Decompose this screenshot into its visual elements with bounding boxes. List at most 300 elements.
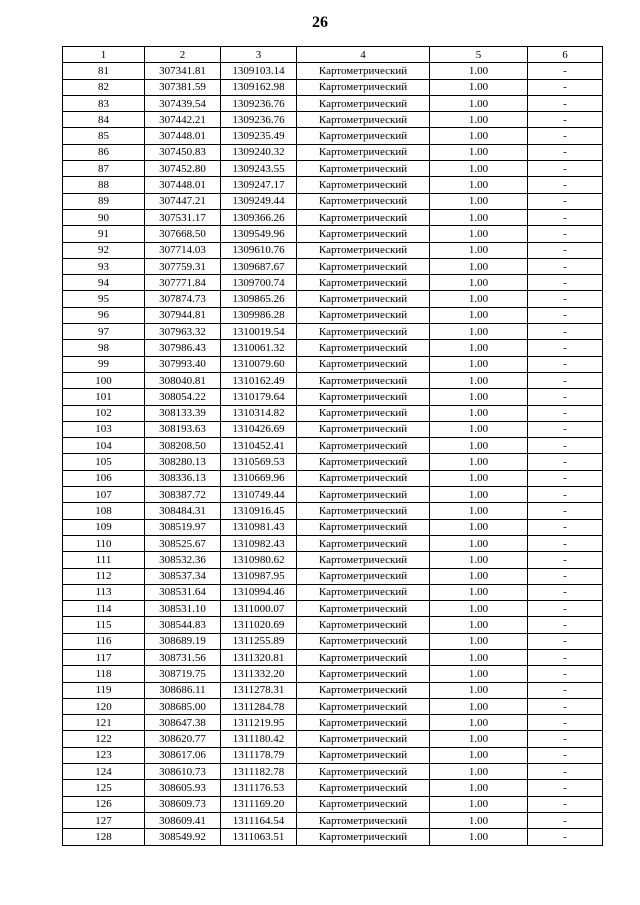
table-row xyxy=(63,112,603,128)
table-cell: Картометрический xyxy=(297,747,430,763)
table-cell: - xyxy=(528,715,603,731)
table-row xyxy=(63,421,603,437)
table-cell: 1.00 xyxy=(430,209,528,225)
table-cell: 97 xyxy=(63,324,145,340)
table-cell: 114 xyxy=(63,601,145,617)
table-cell: - xyxy=(528,340,603,356)
table-cell: 1309366.26 xyxy=(221,209,297,225)
table-cell: 307531.17 xyxy=(145,209,221,225)
table-row xyxy=(63,584,603,600)
table-cell: Картометрический xyxy=(297,503,430,519)
table-cell: 1.00 xyxy=(430,63,528,79)
table-body xyxy=(63,63,603,845)
table-row xyxy=(63,649,603,665)
table-cell: 1310079.60 xyxy=(221,356,297,372)
table-cell: 125 xyxy=(63,780,145,796)
table-cell: 308609.73 xyxy=(145,796,221,812)
table-cell: Картометрический xyxy=(297,242,430,258)
table-row xyxy=(63,209,603,225)
table-row xyxy=(63,552,603,568)
table-cell: 1.00 xyxy=(430,601,528,617)
table-cell: 308685.00 xyxy=(145,698,221,714)
table-cell: 1.00 xyxy=(430,682,528,698)
table-row xyxy=(63,144,603,160)
table-cell: Картометрический xyxy=(297,193,430,209)
table-row xyxy=(63,568,603,584)
table-cell: - xyxy=(528,552,603,568)
table-cell: 128 xyxy=(63,829,145,845)
column-header: 3 xyxy=(221,47,297,63)
table-cell: 1311176.53 xyxy=(221,780,297,796)
table-cell: 1310452.41 xyxy=(221,438,297,454)
table-cell: 1310669.96 xyxy=(221,470,297,486)
table-cell: Картометрический xyxy=(297,682,430,698)
table-cell: - xyxy=(528,95,603,111)
table-cell: 1311255.89 xyxy=(221,633,297,649)
table-cell: - xyxy=(528,568,603,584)
table-cell: 308133.39 xyxy=(145,405,221,421)
table-cell: 124 xyxy=(63,764,145,780)
table-row xyxy=(63,698,603,714)
table-cell: Картометрический xyxy=(297,812,430,828)
table-cell: 109 xyxy=(63,519,145,535)
table-cell: - xyxy=(528,63,603,79)
table-row xyxy=(63,372,603,388)
table-row xyxy=(63,128,603,144)
table-cell: 98 xyxy=(63,340,145,356)
table-cell: Картометрический xyxy=(297,372,430,388)
table-cell: - xyxy=(528,601,603,617)
table-cell: 307442.21 xyxy=(145,112,221,128)
table-cell: 1311182.78 xyxy=(221,764,297,780)
table-cell: - xyxy=(528,812,603,828)
table-cell: 1.00 xyxy=(430,552,528,568)
table-cell: 122 xyxy=(63,731,145,747)
table-cell: 90 xyxy=(63,209,145,225)
table-row xyxy=(63,307,603,323)
table-cell: 1309243.55 xyxy=(221,161,297,177)
table-cell: - xyxy=(528,324,603,340)
table-cell: 1310426.69 xyxy=(221,421,297,437)
table-row xyxy=(63,829,603,845)
table-cell: - xyxy=(528,161,603,177)
table-cell: Картометрический xyxy=(297,421,430,437)
table-cell: - xyxy=(528,438,603,454)
table-cell: Картометрический xyxy=(297,405,430,421)
table-row xyxy=(63,470,603,486)
table-cell: 308054.22 xyxy=(145,389,221,405)
table-cell: 91 xyxy=(63,226,145,242)
table-cell: 1.00 xyxy=(430,372,528,388)
table-cell: 1309865.26 xyxy=(221,291,297,307)
table-cell: 1.00 xyxy=(430,421,528,437)
table-cell: - xyxy=(528,275,603,291)
table-row xyxy=(63,79,603,95)
table-cell: 1311000.07 xyxy=(221,601,297,617)
table-cell: 1.00 xyxy=(430,193,528,209)
table-cell: 1.00 xyxy=(430,177,528,193)
table-cell: 1.00 xyxy=(430,764,528,780)
table-cell: - xyxy=(528,519,603,535)
table-cell: - xyxy=(528,796,603,812)
table-cell: - xyxy=(528,258,603,274)
table-cell: 1311320.81 xyxy=(221,649,297,665)
column-header: 4 xyxy=(297,47,430,63)
table-cell: - xyxy=(528,144,603,160)
table-cell: Картометрический xyxy=(297,161,430,177)
table-row xyxy=(63,764,603,780)
table-cell: Картометрический xyxy=(297,487,430,503)
table-cell: 113 xyxy=(63,584,145,600)
table-cell: 307448.01 xyxy=(145,177,221,193)
table-cell: 99 xyxy=(63,356,145,372)
table-cell: 1.00 xyxy=(430,503,528,519)
table-cell: 307944.81 xyxy=(145,307,221,323)
table-row xyxy=(63,666,603,682)
table-cell: 307447.21 xyxy=(145,193,221,209)
table-cell: 308610.73 xyxy=(145,764,221,780)
table-row xyxy=(63,601,603,617)
table-cell: - xyxy=(528,209,603,225)
table-row xyxy=(63,226,603,242)
table-cell: 81 xyxy=(63,63,145,79)
table-cell: Картометрический xyxy=(297,226,430,242)
table-cell: 1311284.78 xyxy=(221,698,297,714)
table-cell: 308686.11 xyxy=(145,682,221,698)
table-cell: Картометрический xyxy=(297,666,430,682)
table-cell: 308532.36 xyxy=(145,552,221,568)
table-cell: 1310314.82 xyxy=(221,405,297,421)
table-cell: 1.00 xyxy=(430,79,528,95)
table-cell: 307759.31 xyxy=(145,258,221,274)
table-cell: 1310916.45 xyxy=(221,503,297,519)
table-cell: 1311063.51 xyxy=(221,829,297,845)
table-cell: 1.00 xyxy=(430,438,528,454)
table-cell: Картометрический xyxy=(297,796,430,812)
table-cell: - xyxy=(528,389,603,405)
page-number: 26 xyxy=(312,14,328,31)
table-cell: Картометрический xyxy=(297,649,430,665)
table-cell: 1.00 xyxy=(430,747,528,763)
table-row xyxy=(63,780,603,796)
table-cell: 1310162.49 xyxy=(221,372,297,388)
table-row xyxy=(63,731,603,747)
table-cell: 1309103.14 xyxy=(221,63,297,79)
table-cell: 1.00 xyxy=(430,633,528,649)
table-row xyxy=(63,291,603,307)
table-cell: 88 xyxy=(63,177,145,193)
table-cell: Картометрический xyxy=(297,144,430,160)
table-cell: Картометрический xyxy=(297,258,430,274)
table-cell: Картометрический xyxy=(297,470,430,486)
table-cell: 308525.67 xyxy=(145,535,221,551)
table-cell: 1311180.42 xyxy=(221,731,297,747)
table-cell: 94 xyxy=(63,275,145,291)
table-cell: Картометрический xyxy=(297,584,430,600)
table-cell: 1310981.43 xyxy=(221,519,297,535)
table-row xyxy=(63,633,603,649)
column-header: 5 xyxy=(430,47,528,63)
table-cell: - xyxy=(528,698,603,714)
table-row xyxy=(63,715,603,731)
table-cell: Картометрический xyxy=(297,829,430,845)
table-cell: 1309235.49 xyxy=(221,128,297,144)
table-cell: 95 xyxy=(63,291,145,307)
table-cell: 1.00 xyxy=(430,128,528,144)
table-cell: 1.00 xyxy=(430,617,528,633)
table-row xyxy=(63,682,603,698)
table-cell: 308617.06 xyxy=(145,747,221,763)
table-cell: 308387.72 xyxy=(145,487,221,503)
table-cell: 1311164.54 xyxy=(221,812,297,828)
table-cell: 308336.13 xyxy=(145,470,221,486)
table-cell: 104 xyxy=(63,438,145,454)
table-cell: - xyxy=(528,307,603,323)
table-cell: Картометрический xyxy=(297,324,430,340)
table-cell: 112 xyxy=(63,568,145,584)
table-cell: 308531.10 xyxy=(145,601,221,617)
table-cell: Картометрический xyxy=(297,209,430,225)
table-cell: - xyxy=(528,617,603,633)
table-cell: 1.00 xyxy=(430,226,528,242)
table-cell: 307450.83 xyxy=(145,144,221,160)
table-cell: 1.00 xyxy=(430,731,528,747)
table-cell: Картометрический xyxy=(297,307,430,323)
table-cell: - xyxy=(528,421,603,437)
table-cell: 107 xyxy=(63,487,145,503)
table-cell: 1310987.95 xyxy=(221,568,297,584)
table-cell: 1.00 xyxy=(430,454,528,470)
table-cell: 308484.31 xyxy=(145,503,221,519)
table-cell: 1310569.53 xyxy=(221,454,297,470)
table-row xyxy=(63,487,603,503)
table-row xyxy=(63,242,603,258)
table-cell: Картометрический xyxy=(297,275,430,291)
table-cell: 1.00 xyxy=(430,715,528,731)
table-cell: - xyxy=(528,226,603,242)
table-cell: 1.00 xyxy=(430,487,528,503)
table-cell: 308537.34 xyxy=(145,568,221,584)
table-cell: 1309249.44 xyxy=(221,193,297,209)
table-cell: Картометрический xyxy=(297,731,430,747)
table-cell: 1309687.67 xyxy=(221,258,297,274)
table-cell: Картометрический xyxy=(297,95,430,111)
table-cell: 82 xyxy=(63,79,145,95)
table-row xyxy=(63,438,603,454)
table-cell: 308040.81 xyxy=(145,372,221,388)
table-cell: 1.00 xyxy=(430,307,528,323)
table-cell: 307668.50 xyxy=(145,226,221,242)
column-header: 1 xyxy=(63,47,145,63)
table-cell: 105 xyxy=(63,454,145,470)
table-cell: 87 xyxy=(63,161,145,177)
table-cell: 308731.56 xyxy=(145,649,221,665)
table-cell: Картометрический xyxy=(297,601,430,617)
table-cell: 93 xyxy=(63,258,145,274)
table-cell: Картометрический xyxy=(297,438,430,454)
table-cell: Картометрический xyxy=(297,177,430,193)
table-cell: 1309700.74 xyxy=(221,275,297,291)
table-cell: 126 xyxy=(63,796,145,812)
table-cell: - xyxy=(528,128,603,144)
table-cell: 1311169.20 xyxy=(221,796,297,812)
table-cell: 1.00 xyxy=(430,698,528,714)
table-cell: 120 xyxy=(63,698,145,714)
table-cell: 1.00 xyxy=(430,161,528,177)
table-cell: - xyxy=(528,193,603,209)
table-row xyxy=(63,747,603,763)
table-cell: 308609.41 xyxy=(145,812,221,828)
table-cell: - xyxy=(528,649,603,665)
table-cell: 1.00 xyxy=(430,112,528,128)
table-cell: 1310061.32 xyxy=(221,340,297,356)
table-cell: Картометрический xyxy=(297,389,430,405)
table-cell: 1311332.20 xyxy=(221,666,297,682)
table-cell: 110 xyxy=(63,535,145,551)
table-cell: - xyxy=(528,454,603,470)
table-cell: 1.00 xyxy=(430,275,528,291)
table-cell: 1.00 xyxy=(430,780,528,796)
table-cell: Картометрический xyxy=(297,764,430,780)
table-cell: 1.00 xyxy=(430,649,528,665)
table-cell: 83 xyxy=(63,95,145,111)
table-cell: 1309236.76 xyxy=(221,112,297,128)
table-cell: 111 xyxy=(63,552,145,568)
table-cell: 121 xyxy=(63,715,145,731)
table-cell: 1.00 xyxy=(430,356,528,372)
table-cell: 119 xyxy=(63,682,145,698)
table-cell: 85 xyxy=(63,128,145,144)
table-row xyxy=(63,617,603,633)
table-cell: 307448.01 xyxy=(145,128,221,144)
table-cell: 1.00 xyxy=(430,829,528,845)
table-cell: 1309162.98 xyxy=(221,79,297,95)
table-cell: 1.00 xyxy=(430,796,528,812)
table-row xyxy=(63,356,603,372)
table-cell: 115 xyxy=(63,617,145,633)
table-cell: Картометрический xyxy=(297,780,430,796)
table-row xyxy=(63,405,603,421)
table-cell: - xyxy=(528,584,603,600)
table-cell: 1309986.28 xyxy=(221,307,297,323)
table-cell: 307714.03 xyxy=(145,242,221,258)
table-cell: Картометрический xyxy=(297,535,430,551)
table-cell: 1309610.76 xyxy=(221,242,297,258)
table-cell: Картометрический xyxy=(297,617,430,633)
table-row xyxy=(63,389,603,405)
table-cell: - xyxy=(528,487,603,503)
table-cell: 1.00 xyxy=(430,519,528,535)
table-cell: Картометрический xyxy=(297,79,430,95)
table-cell: 84 xyxy=(63,112,145,128)
table-cell: Картометрический xyxy=(297,340,430,356)
table-cell: 108 xyxy=(63,503,145,519)
table-cell: Картометрический xyxy=(297,128,430,144)
table-cell: - xyxy=(528,747,603,763)
table-cell: - xyxy=(528,356,603,372)
table-cell: 1.00 xyxy=(430,812,528,828)
table-cell: 92 xyxy=(63,242,145,258)
table-cell: 86 xyxy=(63,144,145,160)
table-cell: Картометрический xyxy=(297,63,430,79)
table-cell: 308549.92 xyxy=(145,829,221,845)
table-cell: Картометрический xyxy=(297,291,430,307)
table-cell: 307993.40 xyxy=(145,356,221,372)
table-cell: Картометрический xyxy=(297,112,430,128)
table-cell: - xyxy=(528,405,603,421)
table-row xyxy=(63,193,603,209)
table-cell: 1.00 xyxy=(430,291,528,307)
table-cell: 103 xyxy=(63,421,145,437)
column-header: 2 xyxy=(145,47,221,63)
table-cell: 1309236.76 xyxy=(221,95,297,111)
table-cell: Картометрический xyxy=(297,633,430,649)
table-row xyxy=(63,519,603,535)
table-cell: 1.00 xyxy=(430,324,528,340)
table-cell: 1.00 xyxy=(430,584,528,600)
table-cell: - xyxy=(528,112,603,128)
table-cell: 1310179.64 xyxy=(221,389,297,405)
table-row xyxy=(63,535,603,551)
table-cell: 1.00 xyxy=(430,389,528,405)
table-cell: 116 xyxy=(63,633,145,649)
table-cell: 96 xyxy=(63,307,145,323)
table-row xyxy=(63,503,603,519)
table-cell: 100 xyxy=(63,372,145,388)
table-cell: 308193.63 xyxy=(145,421,221,437)
table-cell: 118 xyxy=(63,666,145,682)
table-cell: Картометрический xyxy=(297,356,430,372)
table-cell: 308544.83 xyxy=(145,617,221,633)
table-cell: 117 xyxy=(63,649,145,665)
table-cell: - xyxy=(528,764,603,780)
table-cell: 1309247.17 xyxy=(221,177,297,193)
table-cell: 1.00 xyxy=(430,144,528,160)
table-cell: 1.00 xyxy=(430,666,528,682)
table-cell: 1.00 xyxy=(430,568,528,584)
table-cell: 1.00 xyxy=(430,405,528,421)
table-cell: 307381.59 xyxy=(145,79,221,95)
table-cell: - xyxy=(528,633,603,649)
table-cell: - xyxy=(528,242,603,258)
table-cell: 123 xyxy=(63,747,145,763)
table-cell: 308647.38 xyxy=(145,715,221,731)
table-cell: 308719.75 xyxy=(145,666,221,682)
table-cell: 307963.32 xyxy=(145,324,221,340)
table-cell: - xyxy=(528,535,603,551)
table-row xyxy=(63,258,603,274)
table-row xyxy=(63,812,603,828)
table-cell: 1.00 xyxy=(430,242,528,258)
table-cell: - xyxy=(528,470,603,486)
table-cell: 1.00 xyxy=(430,535,528,551)
table-cell: 308605.93 xyxy=(145,780,221,796)
table-cell: 1.00 xyxy=(430,340,528,356)
table-row xyxy=(63,340,603,356)
table-row xyxy=(63,275,603,291)
table-cell: 1309549.96 xyxy=(221,226,297,242)
table-cell: 307439.54 xyxy=(145,95,221,111)
table-cell: - xyxy=(528,780,603,796)
table-cell: 1311178.79 xyxy=(221,747,297,763)
table-cell: - xyxy=(528,829,603,845)
table-cell: - xyxy=(528,177,603,193)
table-cell: - xyxy=(528,682,603,698)
table-cell: Картометрический xyxy=(297,454,430,470)
table-cell: - xyxy=(528,731,603,747)
table-cell: 1.00 xyxy=(430,95,528,111)
table-cell: 307771.84 xyxy=(145,275,221,291)
